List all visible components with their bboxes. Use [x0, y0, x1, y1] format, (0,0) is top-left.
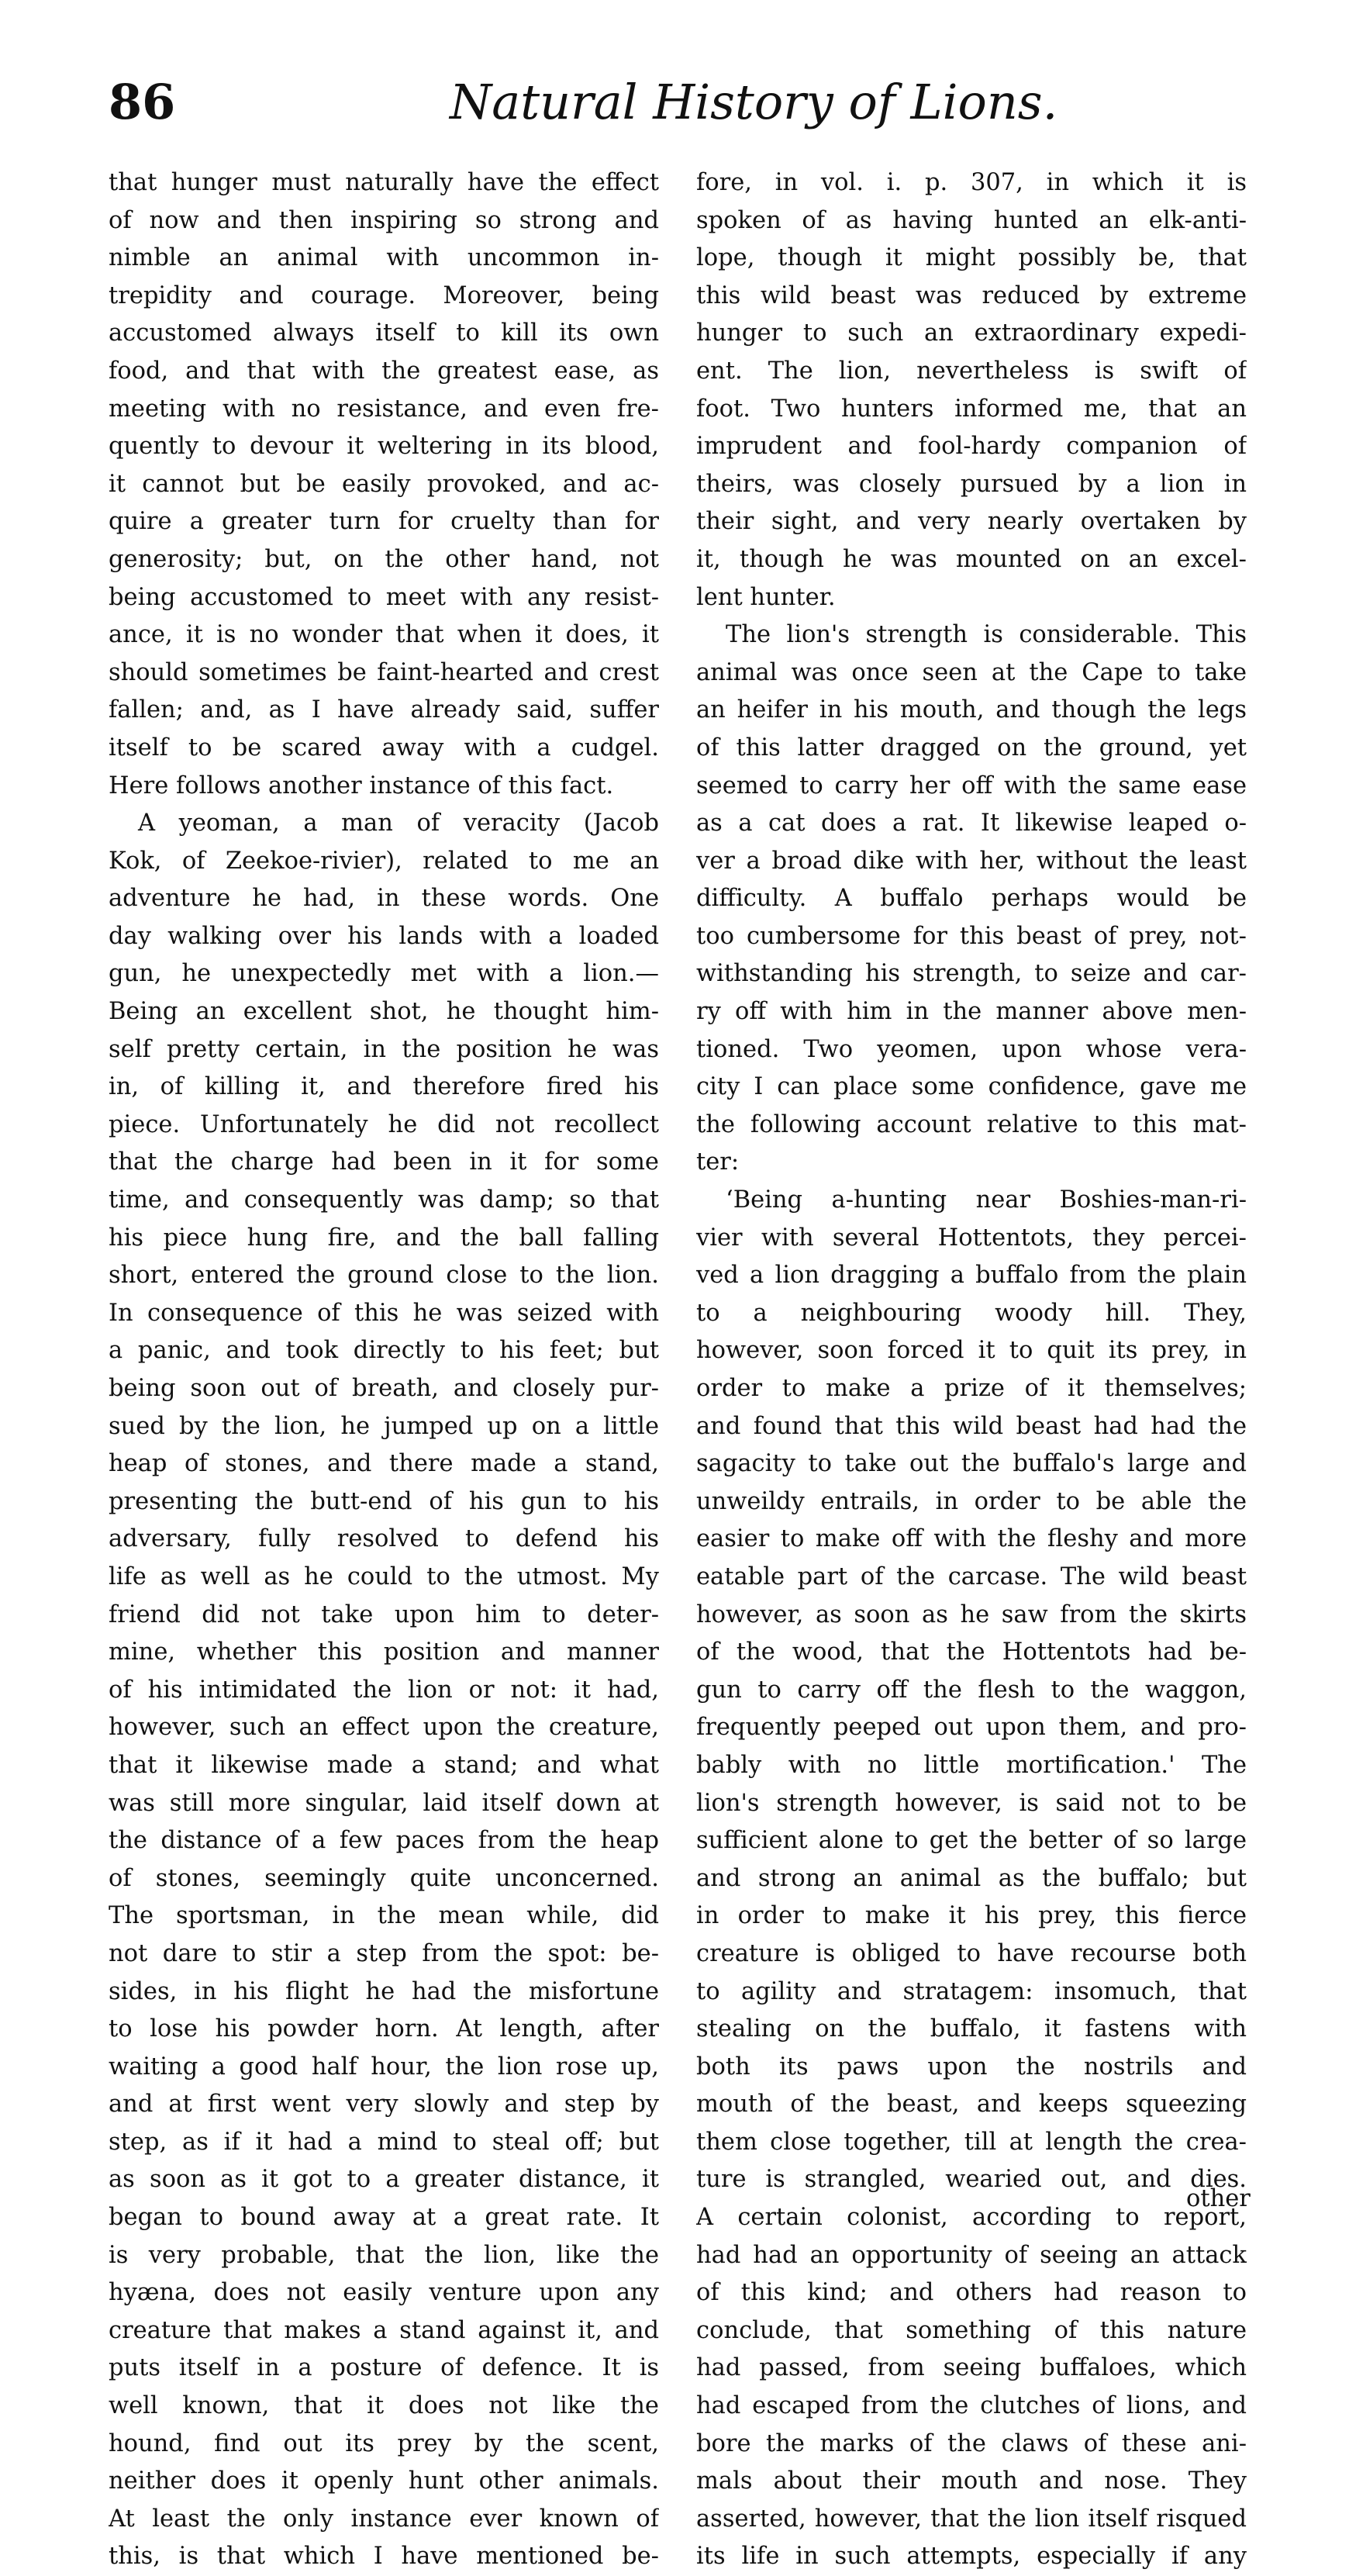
text-line: being accustomed to meet with any resist- [109, 583, 659, 611]
text-line: ry off with him in the manner above men- [696, 998, 1247, 1026]
text-line: animal was once seen at the Cape to take [696, 658, 1247, 686]
text-line: At least the only instance ever known of [109, 2505, 659, 2533]
text-line: had had an opportunity of seeing an attack [696, 2241, 1247, 2269]
text-line: friend did not take upon him to deter- [109, 1601, 659, 1628]
text-line: A yeoman, a man of veracity (Jacob [138, 810, 659, 837]
text-line: The sportsman, in the mean while, did [109, 1902, 659, 1930]
text-line: theirs, was closely pursued by a lion in [696, 470, 1247, 498]
page-number: 86 [109, 74, 176, 130]
text-line: frequently peeped out upon them, and pro- [696, 1714, 1247, 1742]
text-line: sufficient alone to get the better of so large [696, 1827, 1247, 1855]
text-line: meeting with no resistance, and even fre- [109, 395, 659, 423]
catchword: other [1186, 2185, 1251, 2212]
text-line: of the wood, that the Hottentots had be- [696, 1638, 1247, 1666]
text-line: gun, he unexpectedly met with a lion.— [109, 960, 659, 988]
text-line: imprudent and fool-hardy companion of [696, 433, 1247, 461]
text-line: of this latter dragged on the ground, yet [696, 734, 1247, 761]
text-line: ture is strangled, wearied out, and dies. [696, 2166, 1247, 2194]
text-line: as a cat does a rat. It likewise leaped o- [696, 810, 1247, 837]
text-line: of now and then inspiring so strong and [109, 206, 659, 234]
text-line: eatable part of the carcase. The wild beast [696, 1563, 1247, 1590]
text-line: Kok, of Zeekoe-rivier), related to me an [109, 847, 659, 875]
text-line: In consequence of this he was seized with [109, 1299, 659, 1327]
text-line: asserted, however, that the lion itself risqued [696, 2505, 1247, 2533]
text-line: as soon as it got to a greater distance, it [109, 2166, 659, 2194]
text-line: ved a lion dragging a buffalo from the plain [696, 1262, 1247, 1290]
text-line: ver a broad dike with her, without the least [696, 847, 1247, 875]
text-line: and found that this wild beast had had the [696, 1412, 1247, 1440]
text-line: The lion's strength is considerable. This [726, 621, 1247, 649]
text-line: his piece hung fire, and the ball falling [109, 1224, 659, 1252]
right-column [696, 164, 1247, 2576]
text-line: easier to make off with the fleshy and more [696, 1525, 1247, 1553]
text-line: waiting a good half hour, the lion rose up, [109, 2053, 659, 2080]
text-line: both its paws upon the nostrils and [696, 2053, 1247, 2080]
text-line: began to bound away at a great rate. It [109, 2204, 659, 2232]
text-line: had passed, from seeing buffaloes, which [696, 2354, 1247, 2382]
text-line: this wild beast was reduced by extreme [696, 281, 1247, 309]
text-line: ent. The lion, nevertheless is swift of [696, 357, 1247, 385]
text-line: spoken of as having hunted an elk-anti- [696, 206, 1247, 234]
text-line: in, of killing it, and therefore fired his [109, 1073, 659, 1101]
text-line: generosity; but, on the other hand, not [109, 545, 659, 573]
text-line: in order to make it his prey, this fierce [696, 1902, 1247, 1930]
text-line: tioned. Two yeomen, upon whose vera- [696, 1035, 1247, 1063]
text-line: and at first went very slowly and step by [109, 2091, 659, 2118]
text-line: nimble an animal with uncommon in- [109, 244, 659, 272]
text-line: its life in such attempts, especially if any [696, 2543, 1247, 2571]
text-line: that it likewise made a stand; and what [109, 1751, 659, 1779]
text-line: to agility and stratagem: insomuch, that [696, 1977, 1247, 2005]
text-line: however, such an effect upon the creature, [109, 1714, 659, 1742]
text-line: the distance of a few paces from the heap [109, 1827, 659, 1855]
text-line: sides, in his flight he had the misfortune [109, 1977, 659, 2005]
text-line: difficulty. A buffalo perhaps would be [696, 885, 1247, 913]
text-line: sagacity to take out the buffalo's large and [696, 1450, 1247, 1478]
text-line: however, as soon as he saw from the skirts [696, 1601, 1247, 1628]
text-line: mals about their mouth and nose. They [696, 2467, 1247, 2495]
text-line: that hunger must naturally have the effect [109, 169, 659, 196]
text-line: stealing on the buffalo, it fastens with [696, 2015, 1247, 2043]
text-line: not dare to stir a step from the spot: be- [109, 1939, 659, 1967]
text-line: A certain colonist, according to report, [696, 2204, 1247, 2232]
text-line: presenting the butt-end of his gun to his [109, 1487, 659, 1515]
text-line: however, soon forced it to quit its prey, in [696, 1337, 1247, 1365]
text-line: quire a greater turn for cruelty than for [109, 508, 659, 536]
text-line: of this kind; and others had reason to [696, 2279, 1247, 2307]
text-line: seemed to carry her off with the same ease [696, 772, 1247, 799]
text-line: of his intimidated the lion or not: it had, [109, 1676, 659, 1704]
page-header [109, 71, 1271, 141]
text-line: had escaped from the clutches of lions, and [696, 2392, 1247, 2420]
text-line: creature is obliged to have recourse both [696, 1939, 1247, 1967]
text-line: adversary, fully resolved to defend his [109, 1525, 659, 1553]
text-line: conclude, that something of this nature [696, 2316, 1247, 2344]
text-line: quently to devour it weltering in its blood, [109, 433, 659, 461]
text-line: hyæna, does not easily venture upon any [109, 2279, 659, 2307]
text-line: gun to carry off the flesh to the waggon, [696, 1676, 1247, 1704]
text-line: sued by the lion, he jumped up on a little [109, 1412, 659, 1440]
text-line: creature that makes a stand against it, and [109, 2316, 659, 2344]
text-line: Being an excellent shot, he thought him- [109, 998, 659, 1026]
text-line: bably with no little mortification.' The [696, 1751, 1247, 1779]
text-line: ance, it is no wonder that when it does, it [109, 621, 659, 649]
text-line: piece. Unfortunately he did not recollect [109, 1110, 659, 1138]
text-line: hunger to such an extraordinary expedi- [696, 319, 1247, 347]
text-line: that the charge had been in it for some [109, 1148, 659, 1176]
text-line: puts itself in a posture of defence. It is [109, 2354, 659, 2382]
text-line: fallen; and, as I have already said, suffer [109, 696, 659, 724]
text-line: it cannot but be easily provoked, and ac- [109, 470, 659, 498]
text-line: a panic, and took directly to his feet; but [109, 1337, 659, 1365]
text-line: ter: [696, 1148, 740, 1176]
text-line: too cumbersome for this beast of prey, not- [696, 922, 1247, 950]
text-line: adventure he had, in these words. One [109, 885, 659, 913]
text-line: food, and that with the greatest ease, as [109, 357, 659, 385]
text-line: trepidity and courage. Moreover, being [109, 281, 659, 309]
text-line: the following account relative to this mat- [696, 1110, 1247, 1138]
text-line: life as well as he could to the utmost. My [109, 1563, 659, 1590]
text-line: is very probable, that the lion, like the [109, 2241, 659, 2269]
text-line: hound, find out its prey by the scent, [109, 2429, 659, 2457]
text-line: vier with several Hottentots, they percei- [696, 1224, 1247, 1252]
text-line: unweildy entrails, in order to be able the [696, 1487, 1247, 1515]
text-line: should sometimes be faint-hearted and crest [109, 658, 659, 686]
text-line: of stones, seemingly quite unconcerned. [109, 1864, 659, 1892]
text-line: heap of stones, and there made a stand, [109, 1450, 659, 1478]
text-line: mine, whether this position and manner [109, 1638, 659, 1666]
text-line: order to make a prize of it themselves; [696, 1375, 1247, 1402]
text-line: was still more singular, laid itself down at [109, 1789, 659, 1817]
text-line: day walking over his lands with a loaded [109, 922, 659, 950]
text-line: lion's strength however, is said not to be [696, 1789, 1247, 1817]
text-line: ‘Being a-hunting near Boshies-man-ri- [726, 1186, 1247, 1214]
text-line: it, though he was mounted on an excel- [696, 545, 1247, 573]
text-line: time, and consequently was damp; so that [109, 1186, 659, 1214]
text-line: mouth of the beast, and keeps squeezing [696, 2091, 1247, 2118]
text-line: accustomed always itself to kill its own [109, 319, 659, 347]
text-line: withstanding his strength, to seize and car- [696, 960, 1247, 988]
text-line: itself to be scared away with a cudgel. [109, 734, 659, 761]
text-line: their sight, and very nearly overtaken by [696, 508, 1247, 536]
text-line: city I can place some confidence, gave me [696, 1073, 1247, 1101]
text-line: short, entered the ground close to the lion. [109, 1262, 659, 1290]
text-line: being soon out of breath, and closely pur- [109, 1375, 659, 1402]
left-column [109, 164, 659, 2576]
text-line: neither does it openly hunt other animals. [109, 2467, 659, 2495]
text-line: fore, in vol. i. p. 307, in which it is [696, 169, 1247, 196]
text-line: them close together, till at length the crea- [696, 2128, 1247, 2156]
text-line: this, is that which I have mentioned be- [109, 2543, 659, 2571]
text-line: foot. Two hunters informed me, that an [696, 395, 1247, 423]
text-line: and strong an animal as the buffalo; but [696, 1864, 1247, 1892]
running-head: Natural History of Lions. [450, 74, 1058, 130]
text-line: Here follows another instance of this fact. [109, 772, 614, 799]
text-line: lope, though it might possibly be, that [696, 244, 1247, 272]
text-line: an heifer in his mouth, and though the legs [696, 696, 1247, 724]
text-line: well known, that it does not like the [109, 2392, 659, 2420]
text-line: to lose his powder horn. At length, after [109, 2015, 659, 2043]
text-line: bore the marks of the claws of these ani- [696, 2429, 1247, 2457]
text-line: lent hunter. [696, 583, 836, 611]
text-line: step, as if it had a mind to steal off; but [109, 2128, 659, 2156]
text-line: to a neighbouring woody hill. They, [696, 1299, 1247, 1327]
text-line: self pretty certain, in the position he was [109, 1035, 659, 1063]
